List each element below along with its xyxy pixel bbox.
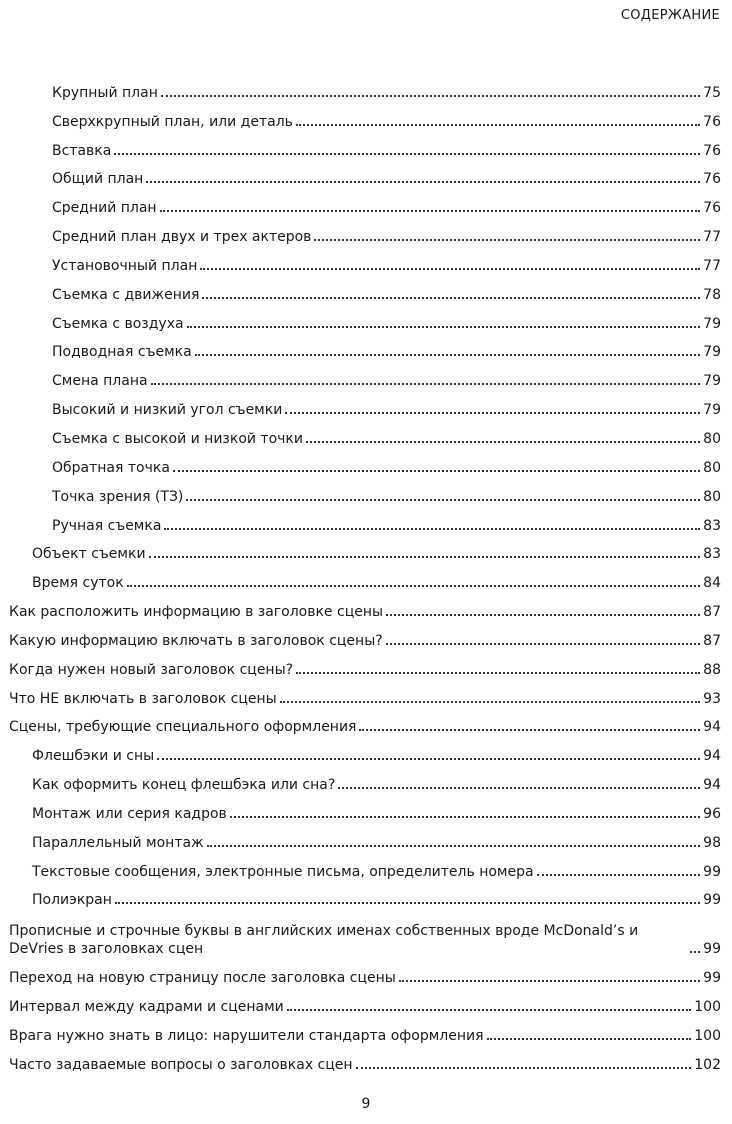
toc-entry[interactable] xyxy=(0,736,732,765)
toc-entry-title: Прописные и строчные буквы в английских именах собственных вроде McDonald’s и DeVries в заголовках сцен xyxy=(9,923,639,958)
toc-entry-page: 96 xyxy=(703,805,721,822)
toc-entry-page: 99 xyxy=(703,970,721,987)
toc-entry-page: 100 xyxy=(694,999,721,1016)
toc-entry-title: Установочный план xyxy=(52,257,198,274)
dot-leader xyxy=(296,672,700,674)
toc-entry[interactable] xyxy=(0,987,732,1016)
dot-leader xyxy=(359,729,700,731)
toc-entry[interactable] xyxy=(0,1045,732,1074)
dot-leader xyxy=(399,980,700,982)
toc-entry-title: Сверхкрупный план, или деталь xyxy=(52,113,293,130)
toc-entry-title: Точка зрения (ТЗ) xyxy=(52,488,184,505)
toc-entry-page: 80 xyxy=(703,459,721,476)
toc-entry[interactable] xyxy=(0,131,732,160)
toc-entry-title: Обратная точка xyxy=(52,459,170,476)
toc-entry[interactable] xyxy=(0,708,732,737)
dot-leader xyxy=(287,1009,691,1011)
toc-entry-page: 79 xyxy=(703,402,721,419)
toc-entry-title: Полиэкран xyxy=(32,892,112,909)
toc-entry[interactable] xyxy=(0,304,732,333)
toc-entry[interactable] xyxy=(0,102,732,131)
toc-entry-page: 84 xyxy=(703,575,721,592)
toc-entry-page: 94 xyxy=(703,748,721,765)
toc-entry-title: Крупный план xyxy=(52,84,158,101)
toc-entry-title: Общий план xyxy=(52,171,144,188)
toc-entry[interactable] xyxy=(0,419,732,448)
toc-entry[interactable] xyxy=(0,535,732,564)
toc-entry[interactable] xyxy=(0,246,732,275)
toc-entry-page: 94 xyxy=(703,719,721,736)
toc-entry-page: 94 xyxy=(703,777,721,794)
toc-entry-title: Интервал между кадрами и сценами xyxy=(9,999,284,1016)
dot-leader xyxy=(157,758,700,760)
toc-entry-title: Параллельный монтаж xyxy=(32,834,204,851)
dot-leader xyxy=(127,585,700,587)
toc-entry-page: 87 xyxy=(703,632,721,649)
page-number: 9 xyxy=(361,1096,371,1112)
toc-entry[interactable] xyxy=(0,275,732,304)
toc-entry-page: 87 xyxy=(703,604,721,621)
toc-entry-page: 75 xyxy=(703,84,721,101)
toc-entry[interactable] xyxy=(0,621,732,650)
toc-entry-page: 79 xyxy=(703,344,721,361)
toc-entry-title: Смена плана xyxy=(52,373,148,390)
toc-entry-title: Какую информацию включать в заголовок сцены? xyxy=(9,632,383,649)
dot-leader xyxy=(149,556,701,558)
toc-entry[interactable] xyxy=(0,794,732,823)
toc-entry-title: Подводная съемка xyxy=(52,344,192,361)
dot-leader xyxy=(187,326,701,328)
toc-entry-page: 76 xyxy=(703,200,721,217)
dot-leader xyxy=(306,441,700,443)
toc-entry-title: Ручная съемка xyxy=(52,517,162,534)
dot-leader xyxy=(338,787,700,789)
toc-entry[interactable] xyxy=(0,650,732,679)
dot-leader xyxy=(151,383,701,385)
toc-entry[interactable] xyxy=(0,73,732,102)
dot-leader xyxy=(202,297,700,299)
dot-leader xyxy=(280,701,701,703)
toc-entry[interactable] xyxy=(0,881,732,910)
toc-entry-page: 99 xyxy=(703,941,721,958)
toc-entry[interactable] xyxy=(0,477,732,506)
toc-entry[interactable] xyxy=(0,188,732,217)
toc-entry[interactable] xyxy=(0,958,732,987)
toc-entry-page: 93 xyxy=(703,690,721,707)
dot-leader xyxy=(285,412,700,414)
toc-entry-title: Как оформить конец флешбэка или сна? xyxy=(32,777,336,794)
dot-leader xyxy=(160,210,701,212)
toc-entry[interactable] xyxy=(0,506,732,535)
toc-entry[interactable] xyxy=(0,592,732,621)
dot-leader xyxy=(161,95,700,97)
dot-leader xyxy=(356,1067,692,1069)
toc-entry-title: Время суток xyxy=(32,575,124,592)
toc-entry-title: Средний план двух и трех актеров xyxy=(52,229,312,246)
toc-entry-page: 76 xyxy=(703,171,721,188)
dot-leader xyxy=(200,268,700,270)
toc-entry-title: Что НЕ включать в заголовок сцены xyxy=(9,690,277,707)
toc-entry-title: Текстовые сообщения, электронные письма, определитель номера xyxy=(32,863,534,880)
toc-entry-page: 78 xyxy=(703,286,721,303)
toc-entry[interactable] xyxy=(0,765,732,794)
dot-leader xyxy=(146,181,700,183)
toc-entry[interactable] xyxy=(0,333,732,362)
toc-entry-page: 80 xyxy=(703,430,721,447)
toc-entry-page: 98 xyxy=(703,834,721,851)
toc-entry[interactable] xyxy=(0,679,732,708)
dot-leader xyxy=(195,354,701,356)
toc-entry-title: Съемка с воздуха xyxy=(52,315,184,332)
toc-entry-page: 79 xyxy=(703,315,721,332)
toc-entry-title: Высокий и низкий угол съемки xyxy=(52,402,283,419)
toc-entry-title: Флешбэки и сны xyxy=(32,748,155,765)
running-header: СОДЕРЖАНИЕ xyxy=(620,8,720,23)
dot-leader xyxy=(314,239,700,241)
toc-entry[interactable] xyxy=(0,823,732,852)
toc-entry-page: 99 xyxy=(703,892,721,909)
toc-entry-title: Монтаж или серия кадров xyxy=(32,805,227,822)
toc-entry[interactable] xyxy=(0,217,732,246)
dot-leader xyxy=(386,614,700,616)
toc-entry-page: 80 xyxy=(703,488,721,505)
dot-leader xyxy=(537,874,701,876)
toc-entry-title: Объект съемки xyxy=(32,546,146,563)
toc-entry-page: 83 xyxy=(703,517,721,534)
toc-entry-page: 79 xyxy=(703,373,721,390)
toc-entry[interactable] xyxy=(0,909,732,958)
toc-entry-title: Врага нужно знать в лицо: нарушители стандарта оформления xyxy=(9,1028,484,1044)
toc-entry-page: 76 xyxy=(703,142,721,159)
toc-entry-title: Сцены, требующие специального оформления xyxy=(9,719,357,736)
toc-entry-title: Когда нужен новый заголовок сцены? xyxy=(9,661,294,678)
toc-entry[interactable] xyxy=(0,448,732,477)
dot-leader xyxy=(207,845,701,847)
toc-entry[interactable] xyxy=(0,1016,732,1045)
dot-leader xyxy=(115,902,700,904)
dot-leader xyxy=(114,153,700,155)
toc-entry-title: Как расположить информацию в заголовке сцены xyxy=(9,604,384,621)
toc-entry-page: 99 xyxy=(703,863,721,880)
toc-entry-page: 83 xyxy=(703,546,721,563)
toc-entry-page: 100 xyxy=(694,1028,721,1044)
toc-entry-title: Съемка с движения xyxy=(52,286,200,303)
toc-entry-title: Средний план xyxy=(52,200,157,217)
toc-entry[interactable] xyxy=(0,563,732,592)
toc-entry[interactable] xyxy=(0,390,732,419)
dot-leader xyxy=(690,951,700,953)
toc-entry-title: Вставка xyxy=(52,142,112,159)
dot-leader xyxy=(164,528,700,530)
dot-leader xyxy=(386,643,700,645)
dot-leader xyxy=(296,124,700,126)
toc-entry-page: 77 xyxy=(703,257,721,274)
toc-entry[interactable] xyxy=(0,160,732,189)
toc-entry-page: 76 xyxy=(703,113,721,130)
toc-entry-page: 102 xyxy=(694,1056,721,1073)
toc-entry[interactable] xyxy=(0,852,732,881)
dot-leader xyxy=(173,470,700,472)
toc-entry-title: Часто задаваемые вопросы о заголовках сцен xyxy=(9,1056,353,1073)
dot-leader xyxy=(487,1038,692,1040)
toc-entry-title: Съемка с высокой и низкой точки xyxy=(52,430,303,447)
toc-entry-title: Переход на новую страницу после заголовка сцены xyxy=(9,970,396,987)
toc-entry-page: 77 xyxy=(703,229,721,246)
toc-entry-page: 88 xyxy=(703,661,721,678)
toc-entry[interactable] xyxy=(0,361,732,390)
table-of-contents xyxy=(0,73,732,1074)
dot-leader xyxy=(186,499,700,501)
dot-leader xyxy=(230,816,700,818)
